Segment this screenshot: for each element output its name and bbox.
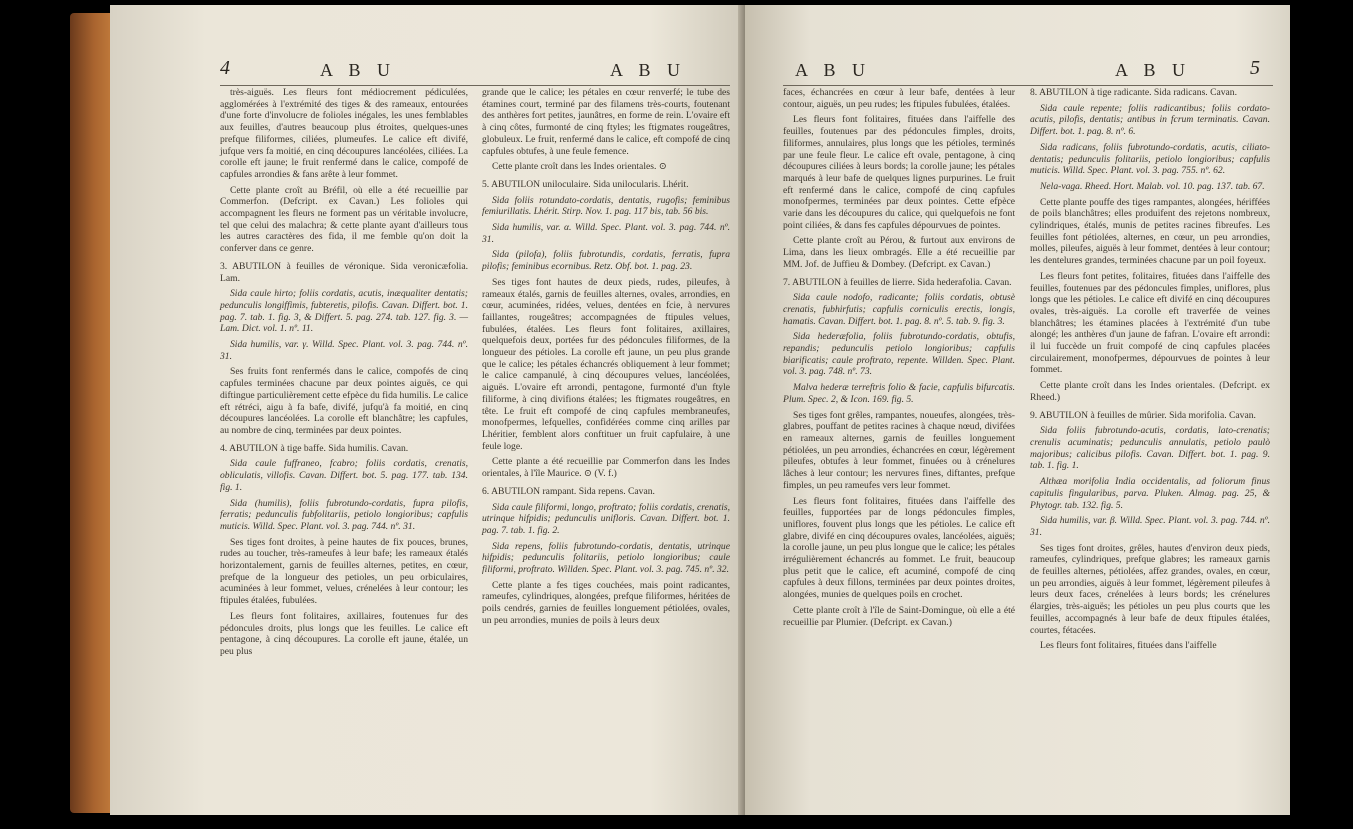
paragraph: Cette plante pouffe des tiges rampantes, alongées, hériffées de poils blanchâtres; elles produifent des rejetons nombreux, cylindriques, étalés, munis de petites racines fibreufes. Les feuilles font pétiolées, alternes, en cœur, un peu arrondies, molles, pileufes, aiguës à leur fommet, dentées à leur contour; les dentelures grandes, terminées chacune par un poil foyeux. <box>1030 196 1270 267</box>
running-header: A B U <box>320 60 397 80</box>
right-page <box>745 5 1290 815</box>
synonym: Sida radicans, foliis fubrotundo-cordatis, acutis, ciliato-dentatis; pedunculis folitariis, petiolo longioribus; capfulis muticis. Willd. Spec. Plant. vol. 3. pag. 755. nº. 62. <box>1030 141 1270 177</box>
paragraph: Ses tiges font droites, à peine hautes de fix pouces, brunes, rudes au toucher, très-rameufes à leur bafe; les rameaux étalés horizontalement, garnis de feuilles alternes, petites, en cœur, prefque de la longueur des petioles, un peu orbiculaires, acuminées à leur fommet, velues, crénelées à leur contour; les ftipules étalées, fubulées. <box>220 536 468 607</box>
synonym: Sida caule nodofo, radicante; foliis cordatis, obtusè crenatis, fubhirfutis; capfulis corniculis erectis, longis, hamatis. Cavan. Differt. bot. 1. pag. 8. nº. 5. tab. 9. fig. 3. <box>783 292 1015 327</box>
synonym: Sida humilis, var. β. Willd. Spec. Plant. vol. 3. pag. 744. nº. 31. <box>1030 515 1270 538</box>
text-column-2 <box>482 87 730 631</box>
synonym: Sida repens, foliis fubrotundo-cordatis, dentatis, utrinque hifpidis; pedunculis folitariis, petiolo longioribus; caule filiformi, proftrato. Willden. Spec. Plant. vol. 3. pag. 745. nº. 32. <box>482 540 730 576</box>
synonym: Sida caule repente; foliis radicantibus; foliis cordato-acutis, pilofis, dentatis; antibus in fcrum terminatis. Cavan. Differt. bot. 1. pag. 8. nº. 6. <box>1030 102 1270 138</box>
running-header: A B U <box>1115 60 1192 80</box>
left-page <box>110 5 745 815</box>
header-rule <box>220 85 730 86</box>
paragraph: Les fleurs font folitaires, fituées dans l'aiffelle des feuilles, fupportées par de longs pédoncules fimples, uniflores, fouvent plus longs que les pétioles. Le calice eft glabre, divifé en cinq découpures ovales, lancéolées, aiguës; la corolle jaune, un peu plus longue que le calice; les pétales irrégulièrement échancrés au fommet. Le fruit, beaucoup plus petit que le calice, eft acuminé, compofé de cinq capfules à deux fillons, terminées par deux pointes droites, alongées, munies de quelques poils en crochet. <box>783 495 1015 601</box>
paragraph: Les fleurs font folitaires, axillaires, foutenues fur des pédoncules droits, plus longs que les feuilles. Le calice eft pentagone, à cinq découpures. La corolle eft jaune, étalée, un peu plus <box>220 610 468 657</box>
paragraph: Les fleurs font folitaires, fituées dans l'aiffelle <box>1040 640 1217 652</box>
running-header: A B U <box>610 60 687 80</box>
synonym: Sida hederæfolia, foliis fubrotundo-cordatis, obtufis, repandis; pedunculis petiolo longioribus; capfulis biarificatis; caule proftrato, repente. Willden. Spec. Plant. vol. 3. pag. 748. nº. 73. <box>783 331 1015 378</box>
paragraph: Ses tiges font hautes de deux pieds, rudes, pileufes, à rameaux étalés, garnis de feuilles alternes, ovales, arrondies, en cœur, acuminées, ridées, velues, dentées en fcie, à nervures faillantes, rougeâtres; accompagnées de ftipules velues, fubulées, étalées. Les fleurs font folitaires, axillaires, quelquefois deux, portées fur des pédoncules filiformes, de la longueur des pétioles. La corolle eft jaune, un peu plus grande que le calice; les pétales échancrés obliquement à leur fommet; le calice campanulé, à cinq découpures velues, lancéolées, aiguës. L'ovaire eft arrondi, pentagone, furmonté d'un ftyle filiforme, à cinq divifions étalées; les ftigmates rougeâtres, en tête. Le fruit eft compofé de cinq capfules membraneufes, monofpermes, lefquelles, confidérées comme cinq arilles par Lhéritier, femblent alors conftituer un fruit capfulaire, à une feule loge. <box>482 276 730 452</box>
entry-heading: 6. ABUTILON rampant. Sida repens. Cavan. <box>482 485 655 497</box>
synonym: Sida foliis fubrotundo-acutis, cordatis, lato-crenatis; crenulis acuminatis; pedunculis annulatis, petiolo paulò majoribus; calicibus pilofis. Cavan. Differt. bot. 1. pag. 9. tab. 1. fig. 1. <box>1030 425 1270 472</box>
entry-heading: 8. ABUTILON à tige radicante. Sida radicans. Cavan. <box>1030 87 1238 98</box>
text-column-1 <box>220 87 468 662</box>
paragraph: faces, échancrées en cœur à leur bafe, dentées à leur contour, aiguës, un peu rudes; les ftipules fubulées, étalées. <box>783 87 1015 110</box>
running-header: A B U <box>795 60 872 80</box>
paragraph: Cette plante croît dans les Indes orientales. ⊙ <box>492 161 667 173</box>
synonym: Sida (humilis), foliis fubrotundo-cordatis, fupra pilofis, ferratis; pedunculis fubfolitariis, petiolo longioribus; capfulis muticis. Willd. Spec. Plant. vol. 3. pag. 744. nº. 31. <box>220 497 468 532</box>
synonym: Sida caule filiformi, longo, proftrato; foliis cordatis, crenatis, utrinque hifpidis; pedunculis unifloris. Cavan. Differt. bot. 1. pag. 7. tab. 1. fig. 2. <box>482 501 730 536</box>
entry-heading: 7. ABUTILON à feuilles de lierre. Sida hederafolia. Cavan. <box>783 276 1012 288</box>
paragraph: Cette plante croît au Pérou, & furtout aux environs de Lima, dans les lieux ombragés. Elle a été recueillie par MM. Jof. de Juffieu & Dombey. (Defcript. ex Cavan.) <box>783 235 1015 270</box>
synonym: Sida (pilofa), foliis fubrotundis, cordatis, ferratis, fupra pilofis; feminibus ecornibus. Retz. Obf. bot. 1. pag. 23. <box>482 249 730 273</box>
paragraph: Cette plante croît au Bréfil, où elle a été recueillie par Commerfon. (Defcript. ex Cavan.) Les folioles qui accompagnent les fleurs ne forment pas un véritable involucre, tel que celui des malachra; & cette plante ayant d'ailleurs tous les autres caractères des fida, il me femble qu'on doit la conferver dans ce genre. <box>220 184 468 255</box>
synonym: Althæa morifolia India occidentalis, ad foliorum finus capitulis fingularibus, parva. Pluken. Almag. pag. 25, & Phytogr. tab. 132. fig. 5. <box>1030 476 1270 511</box>
text-column-1 <box>783 87 1015 632</box>
synonym: Sida humilis, var. γ. Willd. Spec. Plant. vol. 3. pag. 744. nº. 31. <box>220 339 468 362</box>
header-rule <box>783 85 1273 86</box>
synonym: Sida caule fuffraneo, fcabro; foliis cordatis, crenatis, obliculatis, villofis. Cavan. Differt. bot. 5. pag. 177. tab. 134. fig. 1. <box>220 458 468 493</box>
paragraph: Ses tiges font grêles, rampantes, noueufes, alongées, très-glabres, pouffant de petites racines à chaque nœud, divifées en rameaux alternes, garnis de feuilles longuement pétiolées, un peu arrondies, échancrées en cœur, légèrement pileufes, obtufes à leur fommet, finuées ou à crénelures lâches à leur contour; les nervures fines, diftantes, prefque fimples, un peu rameufes vers leur fommet. <box>783 409 1015 491</box>
paragraph: grande que le calice; les pétales en cœur renverfé; le tube des étamines court, terminé par des filamens très-courts, foutenant des anthères fort petites, jaunâtres, en forme de rein. L'ovaire eft à cinq côtes, furmonté de cinq ftyles; les ftigmates rougeâtres, globuleux. Le fruit, renfermé dans le calice, eft compofé de cinq capfules obtufes, à une feule femence. <box>482 87 730 157</box>
paragraph: Ses tiges font droites, grêles, hautes d'environ deux pieds, rameufes, cylindriques, prefque glabres; les rameaux garnis de feuilles alternes, pétiolées, affez grandes, ovales, en cœur, un peu arrondies, aiguës à leur fommet, légèrement pileufes à leurs deux faces, crénelées à leurs bords; les crénelures élargies, très-aiguës; les pétioles un peu plus courts que les feuilles, accompagnés à leur bafe de deux ftipules étalées, courtes, fétacées. <box>1030 542 1270 636</box>
paragraph: Les fleurs font petites, folitaires, fituées dans l'aiffelle des feuilles, foutenues par des pédoncules fimples, uniflores, plus longs que les pétioles. Le calice eft divifé en cinq découpures ovales, très-aiguës. La corolle eft traverfée de veines blanchâtres; les étamines placées à l'extrémité d'un tube alongé; les anthères d'un jaune de fafran. L'ovaire eft arrondi: il lui fuccède un fruit compofé de cinq capfules placées circulairement, monofpermes, dépourvues de pointes à leur fommet. <box>1030 270 1270 376</box>
synonym: Sida caule hirto; foliis cordatis, acutis, inæqualiter dentatis; pedunculis longiffimis, fubteretis, pilofis. Cavan. Differt. bot. 1. pag. 7. tab. 1. fig. 3, & Differt. 5. pag. 274. tab. 127. fig. 3. — Lam. Dict. vol. 1. nº. 11. <box>220 288 468 335</box>
synonym: Nela-vaga. Rheed. Hort. Malab. vol. 10. pag. 137. tab. 67. <box>1040 180 1265 192</box>
paragraph: Cette plante a été recueillie par Commerfon dans les Indes orientales, à l'île Maurice. ⊙ (V. f.) <box>482 456 730 480</box>
synonym: Sida humilis, var. α. Willd. Spec. Plant. vol. 3. pag. 744. nº. 31. <box>482 222 730 245</box>
page-number: 4 <box>220 57 230 79</box>
text-column-2 <box>1030 87 1270 656</box>
open-book <box>70 5 1270 825</box>
paragraph: Cette plante croît à l'île de Saint-Domingue, où elle a été recueillie par Plumier. (Defcript. ex Cavan.) <box>783 604 1015 628</box>
entry-heading: 5. ABUTILON uniloculaire. Sida unilocularis. Lhérit. <box>482 178 689 190</box>
paragraph: Ses fruits font renfermés dans le calice, compofés de cinq capfules terminées chacune par deux pointes aiguës, ce qui diftingue particulièrement cette efpèce du fida humilis. Le calice eft rétréci, aigu à fa bafe, divifé, jufqu'à fa moitié, en cinq découpures lancéolées. La corolle eft blanchâtre; les capfules, au nombre de cinq, terminées par deux pointes. <box>220 366 468 436</box>
paragraph: Les fleurs font folitaires, fituées dans l'aiffelle des feuilles, foutenues par des pédoncules fimples, droits, filiformes, annulaires, plus longs que les pétioles, terminés par une feule fleur. Le calice eft ovale, pentagone, à cinq découpures ciliées à leurs bords; la corolle jaune; les pétales marqués à leur bafe de quelques lignes purpurines. Le fruit eft renfermé dans le calice, compofé de cinq capfules monofpermes, terminées par deux pointes. Cette efpèce varie dans les découpures du calice, qui quelquefois ne font point ciliées, & dans fes capfules dépourvues de pointes. <box>783 114 1015 231</box>
entry-heading: 4. ABUTILON à tige baffe. Sida humilis. Cavan. <box>220 442 409 454</box>
paragraph: très-aiguës. Les fleurs font médiocrement pédiculées, agglomérées à l'extrémité des tiges & des rameaux, entourées d'une forte d'involucre de folioles inégales, les unes femblables aux feuilles, d'autres beaucoup plus étroites, quelques-unes prefque filiformes, ciliées, plumeufes. Le calice eft divifé, jufque vers fa moitié, en cinq découpures lancéolées, ciliées. La corolle eft jaune; le fruit renfermé dans le calice, compofé de capfules arrondies & fans arête à leur fommet. <box>220 87 468 180</box>
entry-heading: 3. ABUTILON à feuilles de véronique. Sida veronicæfolia. Lam. <box>220 260 468 284</box>
synonym: Malva hederæ terreftris folio & facie, capfulis bifurcatis. Plum. Spec. 2, & Icon. 169. fig. 5. <box>783 382 1015 405</box>
page-number: 5 <box>1250 57 1260 79</box>
paragraph: Cette plante croît dans les Indes orientales. (Defcript. ex Rheed.) <box>1030 380 1270 403</box>
entry-heading: 9. ABUTILON à feuilles de mûrier. Sida morifolia. Cavan. <box>1030 409 1256 421</box>
synonym: Sida foliis rotundato-cordatis, dentatis, rugofis; feminibus femiurillatis. Lhérit. Stirp. Nov. 1. pag. 117 bis, tab. 56 bis. <box>482 194 730 218</box>
paragraph: Cette plante a fes tiges couchées, mais point radicantes, rameufes, cylindriques, alongées, prefque filiformes, héritées de poils cendrés, garnies de feuilles longuement pétiolées, ovales, un peu arrondies, munies de poils à leurs deux <box>482 579 730 626</box>
